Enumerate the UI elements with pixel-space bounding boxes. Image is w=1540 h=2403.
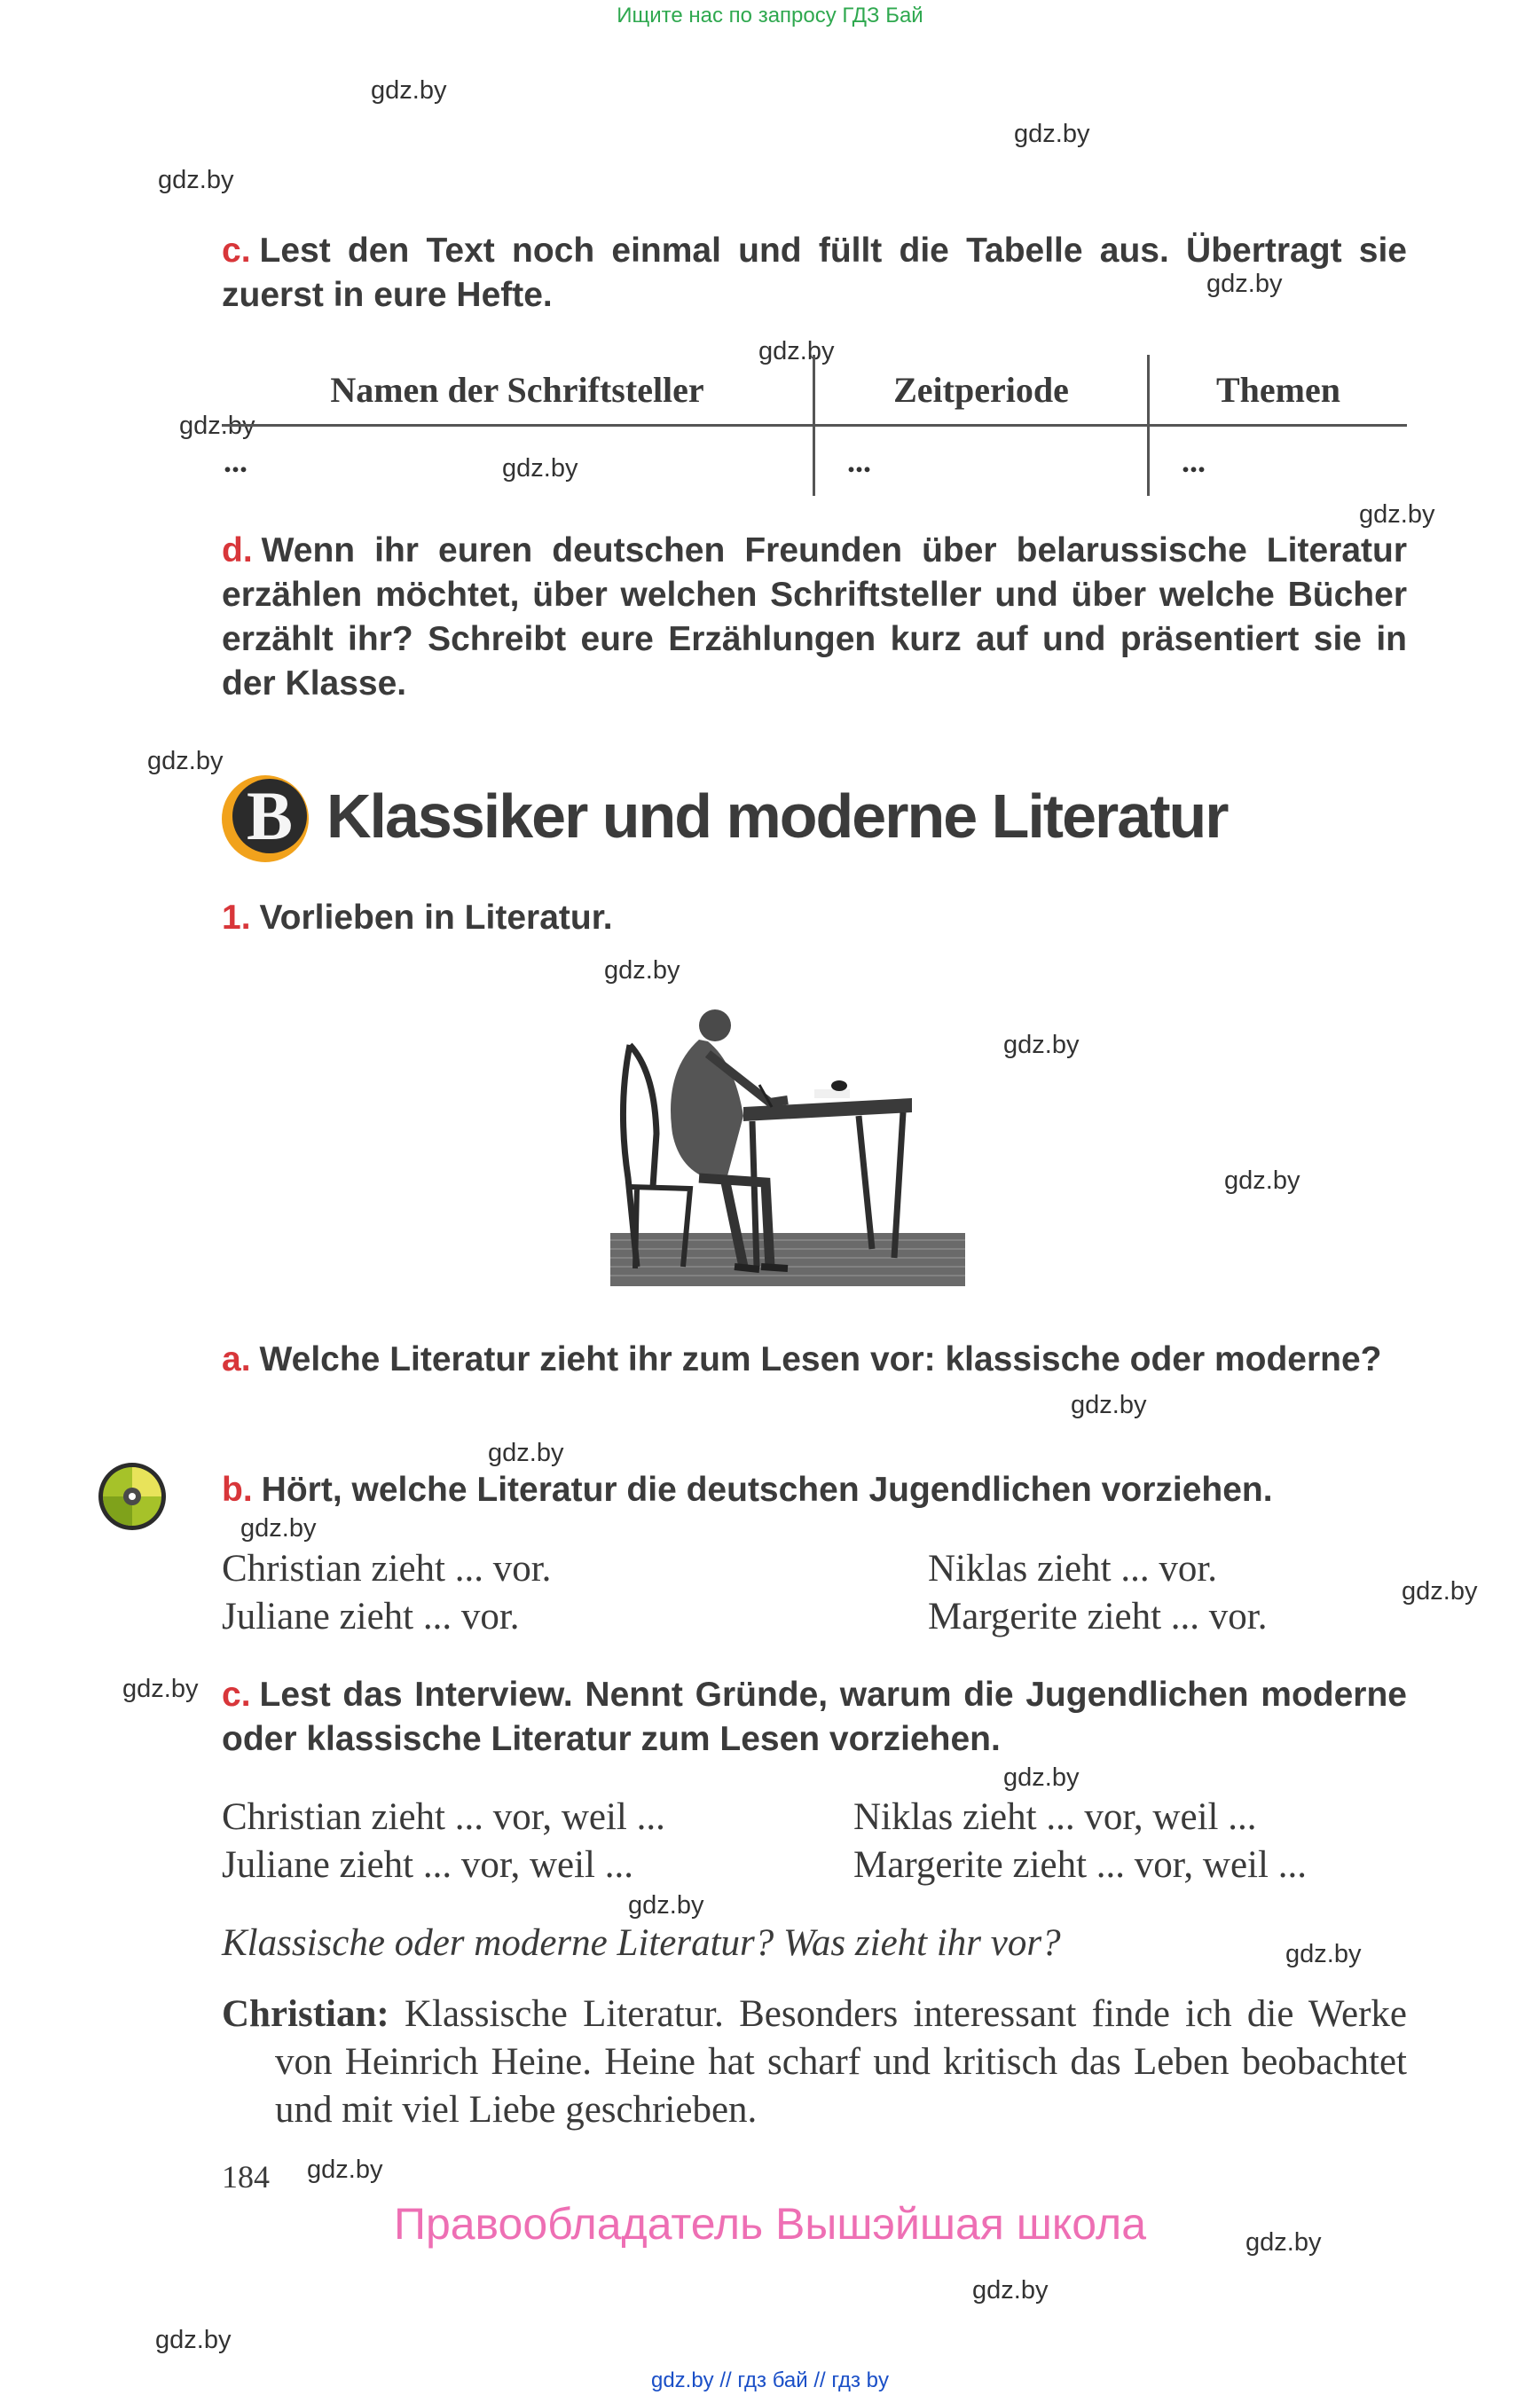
section-b-badge	[220, 774, 310, 864]
watermark: gdz.by	[1402, 1577, 1478, 1606]
table-cell: ...	[1149, 426, 1408, 497]
writers-table	[222, 355, 1407, 496]
task-text: Lest den Text noch einmal und füllt die Tabelle aus. Übertragt sie zuerst in eure Hefte.	[222, 232, 1407, 314]
task-letter: a.	[222, 1340, 251, 1378]
watermark: gdz.by	[122, 1675, 199, 1703]
page-number: 184	[222, 2159, 270, 2195]
watermark: gdz.by	[972, 2276, 1049, 2305]
task-letter: c.	[222, 232, 251, 270]
watermark: gdz.by	[1359, 500, 1435, 529]
task-c-table-instruction	[222, 229, 1407, 318]
answer-line: Juliane zieht ... vor, weil ...	[222, 1844, 633, 1886]
answer-line: Margerite zieht ... vor.	[928, 1596, 1268, 1637]
answer-line: Christian zieht ... vor, weil ...	[222, 1796, 665, 1838]
task-1-heading	[222, 896, 1407, 940]
watermark: gdz.by	[1245, 2228, 1322, 2257]
watermark: gdz.by	[1224, 1166, 1300, 1195]
watermark: gdz.by	[1285, 1940, 1362, 1968]
watermark: gdz.by	[1014, 120, 1090, 148]
watermark: gdz.by	[158, 166, 234, 194]
copyright-notice: Правообладатель Вышэйшая школа	[394, 2199, 1146, 2249]
table-header: Zeitperiode	[814, 355, 1149, 426]
task-text: Lest das Interview. Nennt Gründe, warum die Jugendlichen moderne oder klassische Literatur zum Lesen vorziehen.	[222, 1676, 1407, 1758]
watermark: gdz.by	[240, 1514, 317, 1543]
answer-line: Juliane zieht ... vor.	[222, 1596, 520, 1637]
watermark: gdz.by	[1003, 1031, 1080, 1059]
speaker-name: Christian:	[222, 1993, 389, 2035]
watermark: gdz.by	[628, 1891, 704, 1920]
watermark: gdz.by	[604, 956, 680, 985]
answer-line: Niklas zieht ... vor, weil ...	[853, 1796, 1257, 1838]
task-text: Welche Literatur zieht ihr zum Lesen vor: klassische oder moderne?	[259, 1340, 1382, 1378]
top-banner[interactable]: Ищите нас по запросу ГДЗ Бай	[617, 4, 923, 27]
watermark: gdz.by	[758, 337, 835, 365]
bottom-links[interactable]: gdz.by // гдз бай // гдз by	[650, 2368, 890, 2392]
watermark: gdz.by	[502, 454, 578, 483]
badge-letter: B	[246, 777, 294, 854]
interview-question: Klassische oder moderne Literatur? Was zieht ihr vor?	[222, 1922, 1061, 1964]
answer-line: Margerite zieht ... vor, weil ...	[853, 1844, 1307, 1886]
task-text: Hört, welche Literatur die deutschen Jugendlichen vorziehen.	[261, 1471, 1273, 1509]
watermark: gdz.by	[179, 412, 255, 440]
watermark: gdz.by	[1003, 1763, 1080, 1792]
watermark: gdz.by	[155, 2326, 232, 2354]
task-a-instruction	[222, 1338, 1407, 1382]
table-header: Themen	[1149, 355, 1408, 426]
watermark: gdz.by	[371, 76, 447, 105]
answer-text: Klassische Literatur. Besonders interessant finde ich die Werke von Heinrich Heine. Heine hat scharf und kritisch das Leben beobachtet und mit viel Liebe geschrieben.	[275, 1993, 1408, 2131]
task-letter: c.	[222, 1676, 251, 1714]
task-c-interview-instruction	[222, 1673, 1407, 1762]
answer-line: Christian zieht ... vor.	[222, 1548, 552, 1590]
task-text: Vorlieben in Literatur.	[259, 899, 613, 937]
writer-illustration	[610, 1001, 965, 1293]
table-cell: ...	[224, 444, 248, 479]
audio-cd-icon[interactable]	[98, 1462, 167, 1531]
watermark: gdz.by	[1071, 1391, 1147, 1419]
task-letter: b.	[222, 1471, 253, 1509]
task-b-instruction	[222, 1468, 1407, 1512]
watermark: gdz.by	[147, 747, 224, 775]
task-d-instruction	[222, 529, 1407, 706]
table-header: Namen der Schriftsteller	[222, 355, 814, 426]
task-text: Wenn ihr euren deutschen Freunden über belarussische Literatur erzählen möchtet, über welchen Schriftsteller und über welche Bücher erzählt ihr? Schreibt eure Erzählungen kurz auf und präsentiert sie in der Klasse.	[222, 531, 1407, 703]
watermark: gdz.by	[1206, 270, 1283, 298]
task-letter: d.	[222, 531, 253, 569]
interview-answer	[222, 1991, 1407, 2134]
watermark: gdz.by	[488, 1439, 564, 1467]
watermark: gdz.by	[307, 2156, 383, 2184]
table-cell: ...	[814, 426, 1149, 497]
answer-line: Niklas zieht ... vor.	[928, 1548, 1218, 1590]
section-title: Klassiker und moderne Literatur	[326, 781, 1228, 851]
task-number: 1.	[222, 899, 251, 937]
